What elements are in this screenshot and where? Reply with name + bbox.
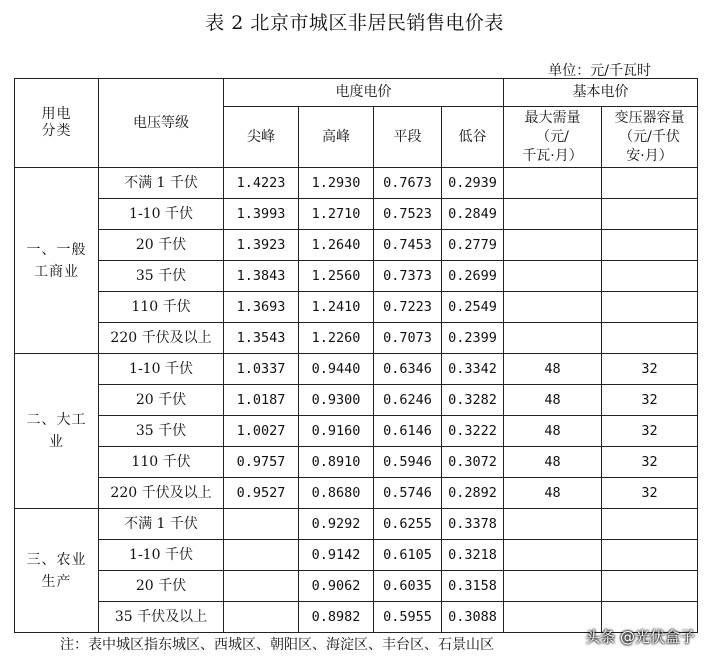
- category-cell: 一、一般 工商业: [15, 168, 99, 354]
- flat-cell: 0.7223: [374, 292, 442, 323]
- valley-cell: 0.3222: [442, 416, 504, 447]
- peak-cell: [224, 509, 299, 540]
- flat-cell: 0.7453: [374, 230, 442, 261]
- header-valley: 低谷: [442, 107, 504, 168]
- voltage-cell: 1-10 千伏: [99, 199, 224, 230]
- category-cell: 二、大工 业: [15, 354, 99, 509]
- watermark: 头条 @光伏盒子: [585, 628, 695, 646]
- max-demand-cell: [504, 261, 602, 292]
- transformer-cell: [602, 199, 698, 230]
- high-cell: 1.2410: [299, 292, 374, 323]
- high-cell: 0.9440: [299, 354, 374, 385]
- high-cell: 0.9142: [299, 540, 374, 571]
- table-row: [15, 447, 698, 478]
- high-cell: 0.9160: [299, 416, 374, 447]
- voltage-cell: 20 千伏: [99, 230, 224, 261]
- transformer-cell: 32: [602, 416, 698, 447]
- peak-cell: 1.4223: [224, 168, 299, 199]
- footnote: 注：表中城区指东城区、西城区、朝阳区、海淀区、丰台区、石景山区: [60, 637, 494, 653]
- transformer-cell: 32: [602, 354, 698, 385]
- header-flat: 平段: [374, 107, 442, 168]
- header-category: 用电 分类: [15, 79, 99, 168]
- max-demand-cell: 48: [504, 354, 602, 385]
- voltage-cell: 20 千伏: [99, 571, 224, 602]
- peak-cell: 1.0027: [224, 416, 299, 447]
- transformer-cell: [602, 540, 698, 571]
- voltage-cell: 220 千伏及以上: [99, 478, 224, 509]
- voltage-cell: 35 千伏: [99, 416, 224, 447]
- valley-cell: 0.2849: [442, 199, 504, 230]
- peak-cell: 0.9527: [224, 478, 299, 509]
- high-cell: 0.8680: [299, 478, 374, 509]
- voltage-cell: 20 千伏: [99, 385, 224, 416]
- header-high: 高峰: [299, 107, 374, 168]
- high-cell: 0.8982: [299, 602, 374, 633]
- max-demand-cell: 48: [504, 447, 602, 478]
- max-demand-cell: [504, 199, 602, 230]
- flat-cell: 0.6105: [374, 540, 442, 571]
- flat-cell: 0.7523: [374, 199, 442, 230]
- transformer-cell: [602, 261, 698, 292]
- high-cell: 0.9300: [299, 385, 374, 416]
- high-cell: 0.9292: [299, 509, 374, 540]
- voltage-cell: 35 千伏及以上: [99, 602, 224, 633]
- table-row: [15, 168, 698, 199]
- category-cell: 三、农业 生产: [15, 509, 99, 633]
- max-demand-cell: [504, 323, 602, 354]
- voltage-cell: 110 千伏: [99, 292, 224, 323]
- max-demand-cell: [504, 292, 602, 323]
- peak-cell: [224, 602, 299, 633]
- peak-cell: 1.3923: [224, 230, 299, 261]
- transformer-cell: [602, 168, 698, 199]
- max-demand-cell: [504, 540, 602, 571]
- valley-cell: 0.3158: [442, 571, 504, 602]
- header-energy-price: 电度电价: [224, 79, 504, 107]
- valley-cell: 0.3072: [442, 447, 504, 478]
- peak-cell: 0.9757: [224, 447, 299, 478]
- flat-cell: 0.5946: [374, 447, 442, 478]
- flat-cell: 0.7673: [374, 168, 442, 199]
- max-demand-cell: 48: [504, 478, 602, 509]
- transformer-cell: [602, 509, 698, 540]
- table-row: [15, 230, 698, 261]
- valley-cell: 0.3282: [442, 385, 504, 416]
- voltage-cell: 220 千伏及以上: [99, 323, 224, 354]
- transformer-cell: [602, 292, 698, 323]
- high-cell: 0.8910: [299, 447, 374, 478]
- high-cell: 1.2560: [299, 261, 374, 292]
- table-row: [15, 323, 698, 354]
- transformer-cell: [602, 571, 698, 602]
- table-row: [15, 199, 698, 230]
- valley-cell: 0.3342: [442, 354, 504, 385]
- voltage-cell: 不满 1 千伏: [99, 509, 224, 540]
- peak-cell: [224, 571, 299, 602]
- max-demand-cell: 48: [504, 416, 602, 447]
- table-row: [15, 354, 698, 385]
- high-cell: 1.2930: [299, 168, 374, 199]
- max-demand-cell: 48: [504, 385, 602, 416]
- valley-cell: 0.3088: [442, 602, 504, 633]
- table-row: [15, 540, 698, 571]
- valley-cell: 0.2399: [442, 323, 504, 354]
- valley-cell: 0.2779: [442, 230, 504, 261]
- price-table: [14, 78, 698, 633]
- header-peak: 尖峰: [224, 107, 299, 168]
- flat-cell: 0.7073: [374, 323, 442, 354]
- flat-cell: 0.5955: [374, 602, 442, 633]
- transformer-cell: 32: [602, 478, 698, 509]
- valley-cell: 0.2549: [442, 292, 504, 323]
- voltage-cell: 35 千伏: [99, 261, 224, 292]
- voltage-cell: 1-10 千伏: [99, 354, 224, 385]
- table-title: 表 2 北京市城区非居民销售电价表: [205, 12, 504, 34]
- max-demand-cell: [504, 509, 602, 540]
- price-table-body: [15, 79, 698, 633]
- flat-cell: 0.6246: [374, 385, 442, 416]
- header-row-1: [15, 79, 698, 107]
- valley-cell: 0.3378: [442, 509, 504, 540]
- peak-cell: 1.0337: [224, 354, 299, 385]
- flat-cell: 0.6346: [374, 354, 442, 385]
- transformer-cell: [602, 323, 698, 354]
- valley-cell: 0.2699: [442, 261, 504, 292]
- transformer-cell: [602, 230, 698, 261]
- table-row: [15, 292, 698, 323]
- header-transformer: 变压器容量 （元/千伏 安·月）: [602, 107, 698, 168]
- flat-cell: 0.7373: [374, 261, 442, 292]
- flat-cell: 0.5746: [374, 478, 442, 509]
- peak-cell: 1.0187: [224, 385, 299, 416]
- transformer-cell: 32: [602, 447, 698, 478]
- voltage-cell: 110 千伏: [99, 447, 224, 478]
- header-max-demand: 最大需量 （元/ 千瓦·月）: [504, 107, 602, 168]
- unit-label: 单位：元/千瓦时: [548, 63, 651, 79]
- peak-cell: 1.3693: [224, 292, 299, 323]
- high-cell: 0.9062: [299, 571, 374, 602]
- high-cell: 1.2710: [299, 199, 374, 230]
- valley-cell: 0.2892: [442, 478, 504, 509]
- flat-cell: 0.6035: [374, 571, 442, 602]
- max-demand-cell: [504, 168, 602, 199]
- max-demand-cell: [504, 230, 602, 261]
- header-voltage: 电压等级: [99, 79, 224, 168]
- peak-cell: 1.3843: [224, 261, 299, 292]
- peak-cell: 1.3543: [224, 323, 299, 354]
- table-row: [15, 571, 698, 602]
- peak-cell: 1.3993: [224, 199, 299, 230]
- valley-cell: 0.3218: [442, 540, 504, 571]
- flat-cell: 0.6255: [374, 509, 442, 540]
- table-row: [15, 261, 698, 292]
- high-cell: 1.2640: [299, 230, 374, 261]
- peak-cell: [224, 540, 299, 571]
- table-row: [15, 416, 698, 447]
- flat-cell: 0.6146: [374, 416, 442, 447]
- voltage-cell: 1-10 千伏: [99, 540, 224, 571]
- table-row: [15, 478, 698, 509]
- table-row: [15, 509, 698, 540]
- transformer-cell: 32: [602, 385, 698, 416]
- valley-cell: 0.2939: [442, 168, 504, 199]
- header-basic-price: 基本电价: [504, 79, 698, 107]
- voltage-cell: 不满 1 千伏: [99, 168, 224, 199]
- high-cell: 1.2260: [299, 323, 374, 354]
- table-row: [15, 385, 698, 416]
- max-demand-cell: [504, 571, 602, 602]
